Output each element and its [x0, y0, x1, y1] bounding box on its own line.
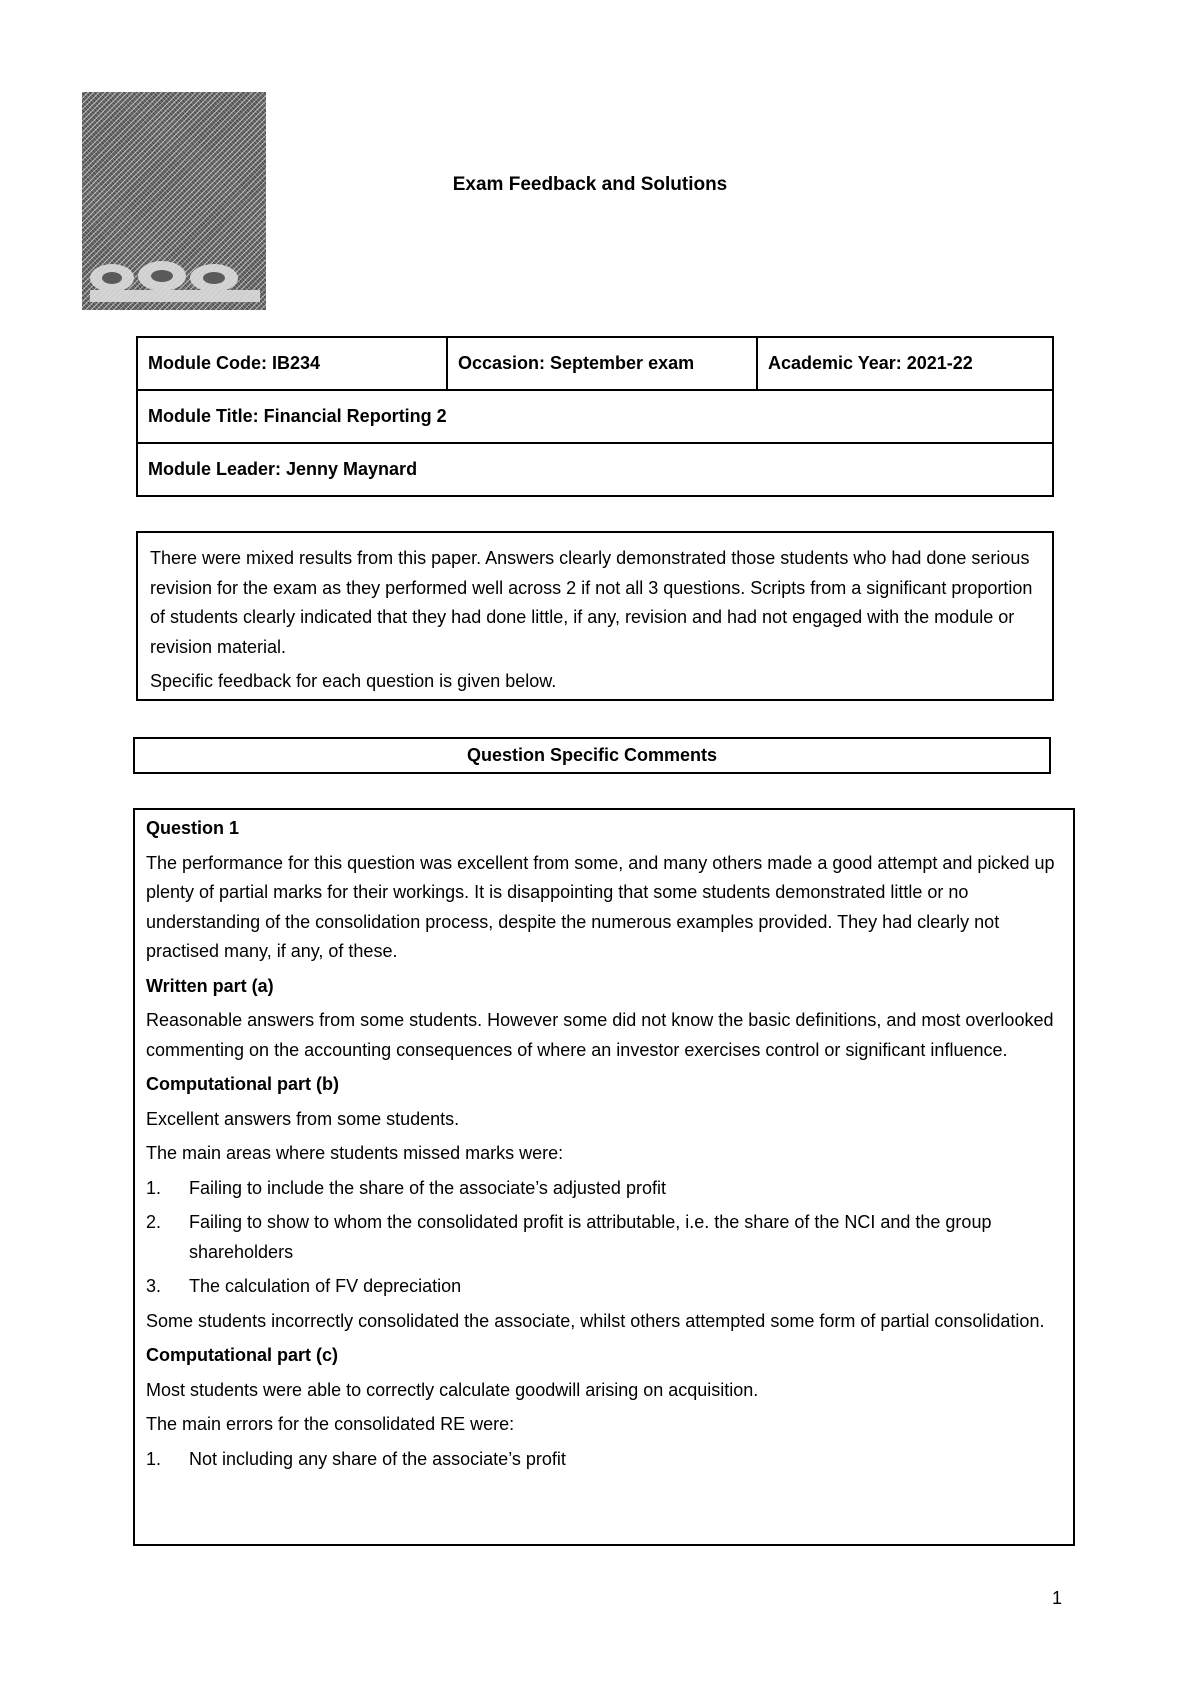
university-logo-icon	[82, 92, 266, 310]
part-text: The main areas where students missed marks were:	[146, 1143, 564, 1163]
list-item-text: The calculation of FV depreciation	[189, 1276, 462, 1296]
part-heading: Computational part (b)	[146, 1074, 339, 1094]
part-text: Some students incorrectly consolidated the associate, whilst others attempted some form of partial consolidation.	[146, 1310, 1045, 1331]
module-info-table	[136, 336, 1054, 497]
list-item	[146, 1445, 1063, 1475]
list-item	[146, 1272, 1063, 1302]
question-intro: The performance for this question was excellent from some, and many others made a good attempt and picked up plenty of partial marks for their workings. It is disappointing that some students demonstrated little or no understanding of the consolidation process, despite the numerous examples provided. They had clearly not practised many, if any, of these.	[146, 852, 1055, 961]
module-code: Module Code: IB234	[137, 337, 447, 390]
list-item-text: Failing to show to whom the consolidated profit is attributable, i.e. the share of the NCI and the group shareholders	[189, 1212, 992, 1262]
list-number: 1.	[146, 1448, 162, 1469]
list-item	[146, 1174, 1063, 1204]
summary-feedback-box	[136, 531, 1054, 701]
module-info-row	[137, 337, 1053, 390]
summary-paragraph: There were mixed results from this paper. Answers clearly demonstrated those students who had done serious revision for the exam as they performed well across 2 if not all 3 questions. Scripts from a significant proportion of students clearly indicated that they had done little, if any, revision and had not engaged with the module or revision material.	[150, 548, 1033, 657]
part-text: Reasonable answers from some students. However some did not know the basic definitions, and most overlooked commenting on the accounting consequences of where an investor exercises control or significant influence.	[146, 1010, 1054, 1060]
section-heading: Question Specific Comments	[133, 737, 1051, 774]
list-item-text: Failing to include the share of the associate’s adjusted profit	[189, 1177, 666, 1198]
numbered-list	[146, 1174, 1063, 1302]
module-leader: Module Leader: Jenny Maynard	[137, 443, 1053, 496]
list-number: 1.	[146, 1177, 162, 1198]
document-title: Exam Feedback and Solutions	[452, 174, 728, 195]
module-academic-year: Academic Year: 2021-22	[757, 337, 1053, 390]
part-heading: Written part (a)	[146, 975, 274, 996]
list-item-text: Not including any share of the associate’s profit	[189, 1448, 566, 1469]
logo-wordmark-graphic	[82, 240, 266, 310]
module-occasion: Occasion: September exam	[447, 337, 757, 390]
list-number: 2.	[146, 1212, 162, 1232]
part-text: Excellent answers from some students.	[146, 1108, 460, 1129]
module-leader-row	[137, 443, 1053, 496]
summary-paragraph: Specific feedback for each question is given below.	[150, 671, 557, 691]
question-heading: Question 1	[146, 818, 240, 838]
list-number: 3.	[146, 1276, 162, 1296]
page-number: 1	[1052, 1588, 1063, 1608]
question-1-feedback-box	[133, 808, 1075, 1546]
part-text: Most students were able to correctly calculate goodwill arising on acquisition.	[146, 1379, 759, 1400]
numbered-list	[146, 1445, 1063, 1475]
part-heading: Computational part (c)	[146, 1345, 338, 1365]
module-title: Module Title: Financial Reporting 2	[137, 390, 1053, 443]
part-text: The main errors for the consolidated RE were:	[146, 1414, 515, 1434]
list-item	[146, 1208, 1063, 1267]
module-title-row	[137, 390, 1053, 443]
